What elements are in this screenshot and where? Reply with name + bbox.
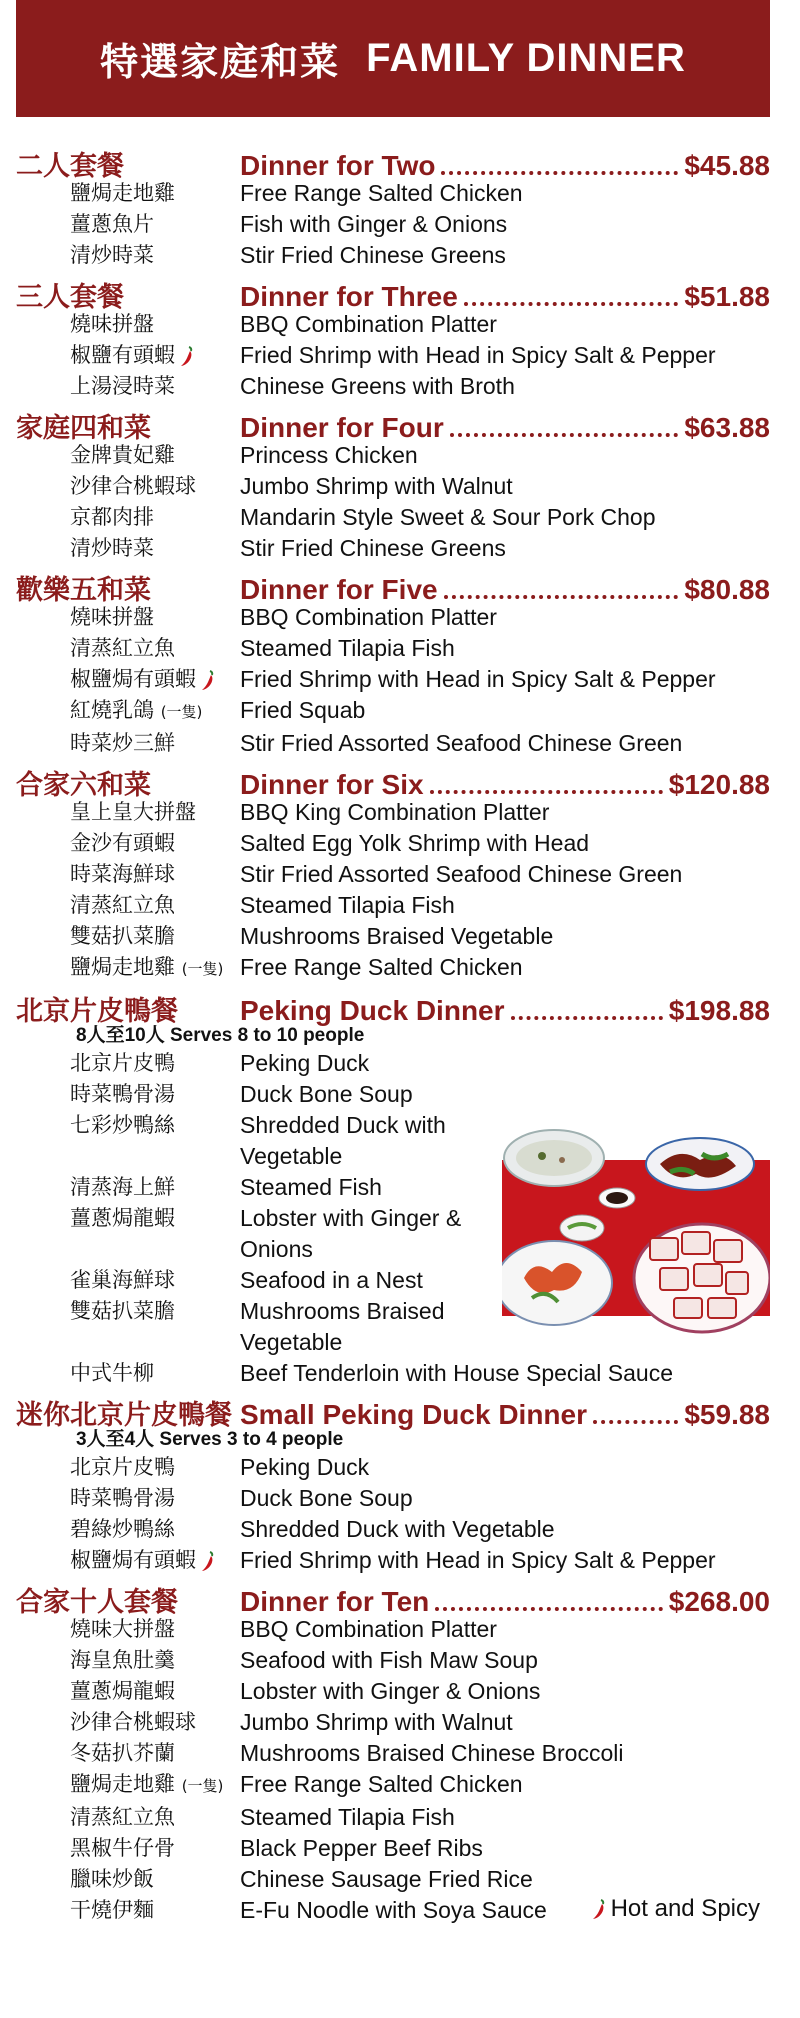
item-name-english: Stir Fried Chinese Greens: [240, 242, 506, 268]
section-title-english: Small Peking Duck Dinner: [240, 1399, 587, 1430]
item-name-chinese: [70, 1769, 240, 1802]
chili-pepper-icon: [200, 669, 216, 691]
menu-item: [16, 533, 770, 564]
item-chinese-text: 燒味大拼盤: [70, 1617, 175, 1641]
item-name-english: Free Range Salted Chicken: [240, 954, 523, 980]
item-name-chinese: [70, 440, 240, 471]
item-chinese-text: 鹽焗走地雞: [70, 955, 175, 979]
item-chinese-text: 中式牛柳: [70, 1361, 154, 1385]
menu-item: [16, 1738, 770, 1769]
menu-section: [16, 406, 770, 564]
banner-title-english: FAMILY DINNER: [366, 36, 686, 80]
item-chinese-text: 雙菇扒菜膽: [70, 924, 175, 948]
item-name-english: BBQ Combination Platter: [240, 1616, 497, 1642]
item-name-chinese: [70, 1545, 240, 1576]
menu-section: [16, 144, 770, 271]
section-title-english: Dinner for Six: [240, 769, 424, 800]
item-name-english: Fried Shrimp with Head in Spicy Salt & Pepper: [240, 666, 716, 692]
item-name-chinese: [70, 1676, 240, 1707]
leader-dots: [435, 1607, 663, 1611]
section-price: $120.88: [668, 769, 770, 800]
section-price: $63.88: [684, 412, 770, 443]
item-name-chinese: [70, 1110, 240, 1141]
chili-pepper-icon: [200, 1550, 216, 1572]
header-banner: [16, 0, 770, 117]
section-price: $80.88: [684, 574, 770, 605]
menu-item: [16, 209, 770, 240]
item-chinese-text: 時菜炒三鮮: [70, 731, 175, 755]
item-name-english: Shredded Duck with Vegetable: [240, 1112, 446, 1169]
item-chinese-text: 北京片皮鴨: [70, 1051, 175, 1075]
section-title-chinese: 合家十人套餐: [16, 1587, 178, 1618]
item-chinese-text: 雙菇扒菜膽: [70, 1299, 175, 1323]
menu-item: [16, 309, 770, 340]
leader-dots: [430, 790, 663, 794]
item-chinese-text: 上湯浸時菜: [70, 374, 175, 398]
item-name-chinese: [70, 178, 240, 209]
item-name-english: Peking Duck: [240, 1454, 370, 1480]
item-name-chinese: [70, 533, 240, 564]
item-name-english: Stir Fried Chinese Greens: [240, 535, 506, 561]
item-name-chinese: [70, 695, 240, 728]
item-name-chinese: [70, 209, 240, 240]
section-title-english: Dinner for Ten: [240, 1586, 430, 1617]
item-name-chinese: [70, 859, 240, 890]
menu-item: [16, 1048, 770, 1079]
item-name-english: Shredded Duck with Vegetable: [240, 1516, 555, 1542]
item-quantity-note: (一隻): [160, 703, 203, 721]
item-name-english: Lobster with Ginger & Onions: [240, 1678, 541, 1704]
menu-item: [16, 1802, 770, 1833]
item-chinese-text: 雀巢海鮮球: [70, 1268, 175, 1292]
section-title-chinese: 北京片皮鴨餐: [16, 996, 178, 1027]
serves-note: 3人至4人 Serves 3 to 4 people: [76, 1429, 344, 1450]
item-chinese-text: 鹽焗走地雞: [70, 181, 175, 205]
item-name-chinese: [70, 633, 240, 664]
section-title-english: Dinner for Two: [240, 150, 436, 181]
item-name-chinese: [70, 1833, 240, 1864]
section-price: $59.88: [684, 1399, 770, 1430]
item-chinese-text: 京都肉排: [70, 505, 154, 529]
item-name-chinese: [70, 1802, 240, 1833]
leader-dots: [593, 1420, 678, 1424]
menu-item: [16, 633, 770, 664]
item-name-english: Beef Tenderloin with House Special Sauce: [240, 1360, 674, 1386]
spicy-legend-label: Hot and Spicy: [610, 1895, 760, 1922]
item-name-chinese: [70, 371, 240, 402]
section-title-chinese: 歡樂五和菜: [16, 575, 151, 606]
section-title-english: Dinner for Four: [240, 412, 444, 443]
item-name-chinese: [70, 1614, 240, 1645]
chili-pepper-icon: [179, 345, 195, 367]
item-name-chinese: [70, 1483, 240, 1514]
item-name-english: Duck Bone Soup: [240, 1485, 413, 1511]
menu-item: [16, 859, 770, 890]
menu-item: [16, 952, 770, 985]
item-name-chinese: [70, 1707, 240, 1738]
menu-item: [16, 1483, 770, 1514]
item-name-chinese: [70, 1738, 240, 1769]
menu-item: [16, 1614, 770, 1645]
item-quantity-note: (一隻): [181, 960, 224, 978]
item-name-english: BBQ Combination Platter: [240, 311, 497, 337]
item-chinese-text: 金牌貴妃雞: [70, 443, 175, 467]
section-header: [16, 989, 770, 1027]
section-header: [16, 1580, 770, 1618]
section-title-chinese: 三人套餐: [16, 282, 124, 313]
item-chinese-text: 清蒸紅立魚: [70, 1805, 175, 1829]
menu-item: [16, 1864, 770, 1895]
item-chinese-text: 沙律合桃蝦球: [70, 1710, 196, 1734]
item-name-chinese: [70, 1048, 240, 1079]
item-name-chinese: [70, 1895, 240, 1926]
item-name-chinese: [70, 890, 240, 921]
item-chinese-text: 清炒時菜: [70, 243, 154, 267]
item-chinese-text: 沙律合桃蝦球: [70, 474, 196, 498]
item-name-english: Mushrooms Braised Vegetable: [240, 923, 554, 949]
item-name-chinese: [70, 1079, 240, 1110]
menu-item: [16, 828, 770, 859]
leader-dots: [444, 595, 679, 599]
item-chinese-text: 鹽焗走地雞: [70, 1772, 175, 1796]
menu-item: [16, 240, 770, 271]
section-header: [16, 568, 770, 606]
menu-section: [16, 1580, 770, 1926]
item-name-english: BBQ King Combination Platter: [240, 799, 550, 825]
item-chinese-text: 時菜鴨骨湯: [70, 1082, 175, 1106]
menu-item: [16, 695, 770, 728]
item-name-english: Princess Chicken: [240, 442, 418, 468]
peking-duck-dishes-photo: [502, 1128, 770, 1368]
section-title-chinese: 二人套餐: [16, 151, 124, 182]
section-title-chinese: 合家六和菜: [16, 770, 151, 801]
item-name-chinese: [70, 340, 240, 371]
item-name-chinese: [70, 471, 240, 502]
item-name-english: Duck Bone Soup: [240, 1081, 413, 1107]
item-chinese-text: 臘味炒飯: [70, 1867, 154, 1891]
item-chinese-text: 干燒伊麵: [70, 1898, 154, 1922]
item-name-chinese: [70, 952, 240, 985]
menu-item: [16, 178, 770, 209]
item-name-chinese: [70, 502, 240, 533]
menu-item: [16, 602, 770, 633]
serves-note: 8人至10人 Serves 8 to 10 people: [76, 1025, 365, 1046]
item-name-english: Seafood with Fish Maw Soup: [240, 1647, 538, 1673]
item-chinese-text: 碧綠炒鴨絲: [70, 1517, 175, 1541]
leader-dots: [464, 302, 679, 306]
section-price: $45.88: [684, 150, 770, 181]
menu-section: [16, 763, 770, 985]
item-name-english: Chinese Greens with Broth: [240, 373, 515, 399]
item-name-english: Mandarin Style Sweet & Sour Pork Chop: [240, 504, 656, 530]
leader-dots: [450, 433, 679, 437]
item-name-chinese: [70, 1172, 240, 1203]
section-header: [16, 275, 770, 313]
item-name-chinese: [70, 1296, 240, 1327]
item-name-english: Stir Fried Assorted Seafood Chinese Green: [240, 861, 683, 887]
menu-item: [16, 664, 770, 695]
item-chinese-text: 黑椒牛仔骨: [70, 1836, 175, 1860]
item-name-chinese: [70, 728, 240, 759]
item-chinese-text: 椒鹽焗有頭蝦: [70, 667, 196, 691]
item-name-english: Jumbo Shrimp with Walnut: [240, 1709, 513, 1735]
item-name-chinese: [70, 1452, 240, 1483]
item-chinese-text: 椒鹽有頭蝦: [70, 343, 175, 367]
section-price: $198.88: [668, 995, 770, 1026]
menu-item: [16, 1545, 770, 1576]
item-name-chinese: [70, 1645, 240, 1676]
item-chinese-text: 椒鹽焗有頭蝦: [70, 1548, 196, 1572]
item-chinese-text: 清蒸海上鮮: [70, 1175, 175, 1199]
leader-dots: [441, 171, 678, 175]
item-name-english: Fried Shrimp with Head in Spicy Salt & Pepper: [240, 342, 716, 368]
item-name-english: Black Pepper Beef Ribs: [240, 1835, 483, 1861]
item-name-english: Salted Egg Yolk Shrimp with Head: [240, 830, 590, 856]
section-header: [16, 406, 770, 444]
item-name-chinese: [70, 309, 240, 340]
item-chinese-text: 金沙有頭蝦: [70, 831, 175, 855]
item-chinese-text: 燒味拼盤: [70, 605, 154, 629]
menu-section: [16, 275, 770, 402]
item-name-english: Free Range Salted Chicken: [240, 1771, 523, 1797]
item-chinese-text: 燒味拼盤: [70, 312, 154, 336]
item-name-english: Fried Shrimp with Head in Spicy Salt & Pepper: [240, 1547, 716, 1573]
section-title-chinese: 迷你北京片皮鴨餐: [16, 1400, 232, 1431]
section-header: [16, 144, 770, 182]
menu-item: [16, 471, 770, 502]
item-name-chinese: [70, 1864, 240, 1895]
item-chinese-text: 皇上皇大拼盤: [70, 800, 196, 824]
item-name-english: Jumbo Shrimp with Walnut: [240, 473, 513, 499]
item-quantity-note: (一隻): [181, 1777, 224, 1795]
item-name-english: Mushrooms Braised Chinese Broccoli: [240, 1740, 624, 1766]
menu-item: [16, 797, 770, 828]
menu-item: [16, 1769, 770, 1802]
menu-item: [16, 1514, 770, 1545]
menu-list: [16, 140, 770, 1926]
section-price: $51.88: [684, 281, 770, 312]
item-chinese-text: 冬菇扒芥蘭: [70, 1741, 175, 1765]
item-chinese-text: 薑蔥魚片: [70, 212, 154, 236]
menu-item: [16, 340, 770, 371]
item-chinese-text: 清炒時菜: [70, 536, 154, 560]
item-name-chinese: [70, 1358, 240, 1389]
item-name-english: Steamed Fish: [240, 1174, 382, 1200]
item-chinese-text: 時菜鴨骨湯: [70, 1486, 175, 1510]
section-price: $268.00: [668, 1586, 770, 1617]
item-name-english: Steamed Tilapia Fish: [240, 1804, 455, 1830]
section-title-english: Dinner for Three: [240, 281, 458, 312]
item-name-english: Peking Duck: [240, 1050, 370, 1076]
menu-item: [16, 1833, 770, 1864]
banner-title-chinese: 特選家庭和菜: [100, 39, 341, 84]
menu-item: [16, 502, 770, 533]
item-chinese-text: 清蒸紅立魚: [70, 893, 175, 917]
menu-item: [16, 371, 770, 402]
section-header: [16, 1393, 770, 1431]
item-chinese-text: 北京片皮鴨: [70, 1455, 175, 1479]
section-title-english: Dinner for Five: [240, 574, 438, 605]
section-header: [16, 763, 770, 801]
item-chinese-text: 清蒸紅立魚: [70, 636, 175, 660]
menu-item: [16, 1707, 770, 1738]
chili-pepper-icon: [591, 1898, 607, 1920]
item-name-english: Fish with Ginger & Onions: [240, 211, 508, 237]
spicy-legend: [587, 1895, 760, 1923]
item-name-english: Chinese Sausage Fried Rice: [240, 1866, 533, 1892]
item-name-chinese: [70, 602, 240, 633]
item-chinese-text: 七彩炒鴨絲: [70, 1113, 175, 1137]
item-name-english: BBQ Combination Platter: [240, 604, 497, 630]
item-name-english: Mushrooms Braised Vegetable: [240, 1298, 445, 1355]
leader-dots: [511, 1016, 663, 1020]
item-name-chinese: [70, 240, 240, 271]
item-name-chinese: [70, 797, 240, 828]
menu-item: [16, 1676, 770, 1707]
menu-item: [16, 921, 770, 952]
item-name-english: Fried Squab: [240, 697, 366, 723]
item-name-english: Free Range Salted Chicken: [240, 180, 523, 206]
section-title-chinese: 家庭四和菜: [16, 413, 151, 444]
item-chinese-text: 時菜海鮮球: [70, 862, 175, 886]
menu-item: [16, 1645, 770, 1676]
item-chinese-text: 薑蔥焗龍蝦: [70, 1679, 175, 1703]
item-name-english: Steamed Tilapia Fish: [240, 892, 455, 918]
item-name-english: Lobster with Ginger & Onions: [240, 1205, 462, 1262]
item-name-chinese: [70, 921, 240, 952]
menu-item: [16, 440, 770, 471]
menu-item: [16, 890, 770, 921]
item-name-english: Stir Fried Assorted Seafood Chinese Green: [240, 730, 683, 756]
item-name-chinese: [70, 664, 240, 695]
item-name-chinese: [70, 1265, 240, 1296]
section-title-english: Peking Duck Dinner: [240, 995, 505, 1026]
menu-section: [16, 568, 770, 759]
menu-item: [16, 728, 770, 759]
item-name-chinese: [70, 1514, 240, 1545]
item-chinese-text: 紅燒乳鴿: [70, 698, 154, 722]
item-name-english: Seafood in a Nest: [240, 1267, 423, 1293]
item-chinese-text: 海皇魚肚羹: [70, 1648, 175, 1672]
item-name-english: E-Fu Noodle with Soya Sauce: [240, 1897, 547, 1923]
item-name-english: Steamed Tilapia Fish: [240, 635, 455, 661]
item-name-chinese: [70, 828, 240, 859]
menu-item: [16, 1079, 770, 1110]
item-name-chinese: [70, 1203, 240, 1234]
menu-section: [16, 1393, 770, 1576]
item-chinese-text: 薑蔥焗龍蝦: [70, 1206, 175, 1230]
menu-item: [16, 1452, 770, 1483]
